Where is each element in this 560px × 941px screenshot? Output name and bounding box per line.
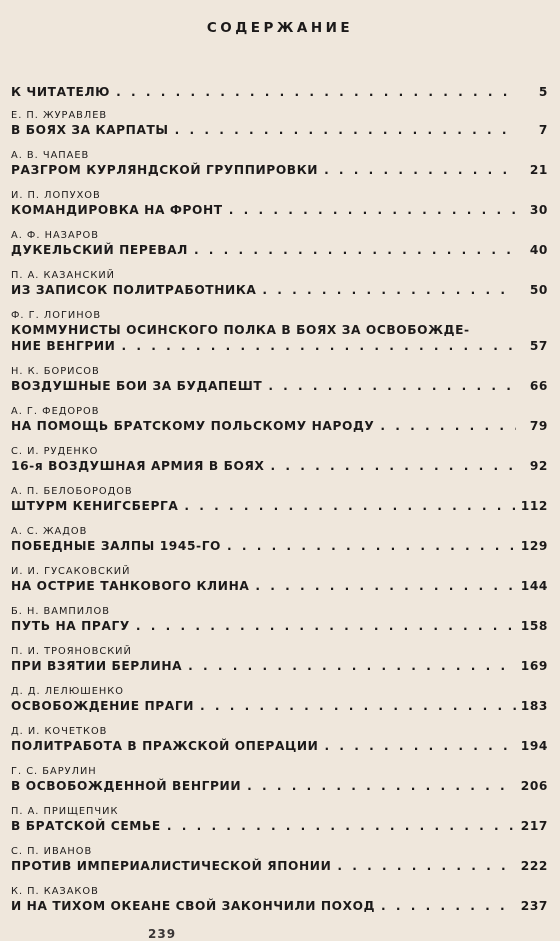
toc-title-line <box>11 498 548 514</box>
toc-entry <box>11 270 548 298</box>
toc-page-number: 194 <box>520 739 548 753</box>
toc-author: П. А. КАЗАНСКИЙ <box>11 270 115 281</box>
toc-entry <box>11 110 548 138</box>
leader-dots <box>318 162 516 178</box>
leader-dots <box>375 898 516 914</box>
leader-dots <box>374 418 516 434</box>
toc-title: РАЗГРОМ КУРЛЯНДСКОЙ ГРУППИРОВКИ <box>11 163 319 177</box>
leader-dots <box>256 282 516 298</box>
toc-author: А. П. БЕЛОБОРОДОВ <box>11 486 133 497</box>
leader-dots <box>264 458 516 474</box>
toc-page-number: 222 <box>520 859 548 873</box>
toc-title: В БРАТСКОЙ СЕМЬЕ <box>11 819 161 833</box>
toc-title-line <box>11 898 548 914</box>
toc-page-number: 21 <box>529 163 548 177</box>
toc-entry <box>11 566 548 594</box>
toc-title: НА ОСТРИЕ ТАНКОВОГО КЛИНА <box>11 579 250 593</box>
leader-dots <box>221 538 516 554</box>
toc-page-number: 169 <box>520 659 548 673</box>
toc-title-line <box>11 658 548 674</box>
toc-author: П. А. ПРИЩЕПЧИК <box>11 806 119 817</box>
table-of-contents <box>11 84 548 914</box>
toc-entry <box>11 486 548 514</box>
toc-author: И. И. ГУСАКОВСКИЙ <box>11 566 131 577</box>
leader-dots <box>223 202 516 218</box>
toc-author: А. Ф. НАЗАРОВ <box>11 230 99 241</box>
toc-author: Б. Н. ВАМПИЛОВ <box>11 606 110 617</box>
toc-title-line <box>11 202 548 218</box>
toc-entry <box>11 846 548 874</box>
toc-author: Д. Д. ЛЕЛЮШЕНКО <box>11 686 124 697</box>
leader-dots <box>110 84 516 100</box>
toc-title: НА ПОМОЩЬ БРАТСКОМУ ПОЛЬСКОМУ НАРОДУ <box>11 419 375 433</box>
toc-entry <box>11 806 548 834</box>
toc-title-line <box>11 618 548 634</box>
leader-dots <box>188 242 516 258</box>
leader-dots <box>331 858 516 874</box>
toc-title: ПОЛИТРАБОТА В ПРАЖСКОЙ ОПЕРАЦИИ <box>11 739 319 753</box>
leader-dots <box>169 122 516 138</box>
toc-page-number: 79 <box>529 419 548 433</box>
leader-dots <box>161 818 516 834</box>
toc-author: С. И. РУДЕНКО <box>11 446 99 457</box>
toc-author: Д. И. КОЧЕТКОВ <box>11 726 108 737</box>
toc-page-number: 7 <box>538 123 548 137</box>
toc-title-line <box>11 578 548 594</box>
toc-title-line <box>11 162 548 178</box>
toc-title: ШТУРМ КЕНИГСБЕРГА <box>11 499 179 513</box>
toc-entry <box>11 366 548 394</box>
toc-title-continued: НИЕ ВЕНГРИИ <box>11 339 116 353</box>
toc-title: КОММУНИСТЫ ОСИНСКОГО ПОЛКА В БОЯХ ЗА ОСВОБОЖДЕ- <box>11 323 470 337</box>
toc-page-number: 183 <box>520 699 548 713</box>
toc-title: К ЧИТАТЕЛЮ <box>11 85 111 99</box>
toc-title: ДУКЕЛЬСКИЙ ПЕРЕВАЛ <box>11 243 188 257</box>
toc-author: Н. К. БОРИСОВ <box>11 366 100 377</box>
toc-heading: СОДЕРЖАНИЕ <box>206 20 354 36</box>
toc-author: Ф. Г. ЛОГИНОВ <box>11 310 102 321</box>
toc-author: К. П. КАЗАКОВ <box>11 886 99 897</box>
toc-entry <box>11 726 548 754</box>
toc-title-line <box>11 738 548 754</box>
toc-title-line <box>11 338 548 354</box>
toc-author: С. П. ИВАНОВ <box>11 846 93 857</box>
leader-dots <box>115 338 516 354</box>
toc-page-number: 237 <box>520 899 548 913</box>
toc-author: Г. С. БАРУЛИН <box>11 766 97 777</box>
leader-dots <box>178 498 516 514</box>
toc-title: ПОБЕДНЫЕ ЗАЛПЫ 1945-ГО <box>11 539 222 553</box>
toc-title: И НА ТИХОМ ОКЕАНЕ СВОЙ ЗАКОНЧИЛИ ПОХОД <box>11 899 376 913</box>
toc-entry <box>11 766 548 794</box>
toc-title-line <box>11 418 548 434</box>
toc-title-line <box>11 122 548 138</box>
toc-page-number: 66 <box>529 379 548 393</box>
toc-title: ПРОТИВ ИМПЕРИАЛИСТИЧЕСКОЙ ЯПОНИИ <box>11 859 332 873</box>
toc-page-number: 112 <box>520 499 548 513</box>
toc-title-line <box>11 282 548 298</box>
toc-entry <box>11 886 548 914</box>
toc-title-line <box>11 378 548 394</box>
toc-page-number: 57 <box>529 339 548 353</box>
leader-dots <box>130 618 516 634</box>
leader-dots <box>249 578 516 594</box>
toc-page-number: 144 <box>520 579 548 593</box>
toc-title: ИЗ ЗАПИСОК ПОЛИТРАБОТНИКА <box>11 283 257 297</box>
toc-entry <box>11 84 548 100</box>
toc-title-line <box>11 818 548 834</box>
leader-dots <box>262 378 516 394</box>
toc-title-line <box>11 778 548 794</box>
toc-author: Е. П. ЖУРАВЛЕВ <box>11 110 108 121</box>
toc-title-line <box>11 84 548 100</box>
toc-entry <box>11 686 548 714</box>
toc-entry <box>11 190 548 218</box>
toc-page-number: 30 <box>529 203 548 217</box>
toc-title-line <box>11 458 548 474</box>
toc-page-number: 217 <box>520 819 548 833</box>
leader-dots <box>182 658 516 674</box>
toc-author: А. В. ЧАПАЕВ <box>11 150 90 161</box>
toc-author: И. П. ЛОПУХОВ <box>11 190 101 201</box>
toc-page-number: 50 <box>529 283 548 297</box>
toc-title-line <box>11 698 548 714</box>
toc-page-number: 158 <box>520 619 548 633</box>
toc-title: ОСВОБОЖДЕНИЕ ПРАГИ <box>11 699 195 713</box>
toc-title: ПРИ ВЗЯТИИ БЕРЛИНА <box>11 659 183 673</box>
toc-title: ПУТЬ НА ПРАГУ <box>11 619 130 633</box>
toc-page-number: 129 <box>520 539 548 553</box>
toc-page-number: 40 <box>529 243 548 257</box>
toc-entry <box>11 606 548 634</box>
toc-title: КОМАНДИРОВКА НА ФРОНТ <box>11 203 223 217</box>
toc-entry <box>11 150 548 178</box>
toc-title-line <box>11 858 548 874</box>
toc-page-number: 5 <box>538 85 548 99</box>
toc-entry <box>11 646 548 674</box>
toc-title-line <box>11 538 548 554</box>
toc-title-line <box>11 322 548 338</box>
toc-title-line <box>11 242 548 258</box>
toc-author: П. И. ТРОЯНОВСКИЙ <box>11 646 132 657</box>
toc-author: А. С. ЖАДОВ <box>11 526 88 537</box>
toc-title: В ОСВОБОЖДЕННОЙ ВЕНГРИИ <box>11 779 242 793</box>
toc-author: А. Г. ФЕДОРОВ <box>11 406 100 417</box>
leader-dots <box>241 778 516 794</box>
toc-page-number: 206 <box>520 779 548 793</box>
toc-entry <box>11 526 548 554</box>
leader-dots <box>318 738 516 754</box>
toc-entry <box>11 446 548 474</box>
toc-entry <box>11 310 548 354</box>
toc-entry <box>11 406 548 434</box>
toc-entry <box>11 230 548 258</box>
toc-title: 16-я ВОЗДУШНАЯ АРМИЯ В БОЯХ <box>11 459 265 473</box>
page-number-footer: 239 <box>148 927 177 941</box>
toc-page-number: 92 <box>529 459 548 473</box>
toc-title: ВОЗДУШНЫЕ БОИ ЗА БУДАПЕШТ <box>11 379 263 393</box>
leader-dots <box>194 698 516 714</box>
toc-title: В БОЯХ ЗА КАРПАТЫ <box>11 123 169 137</box>
